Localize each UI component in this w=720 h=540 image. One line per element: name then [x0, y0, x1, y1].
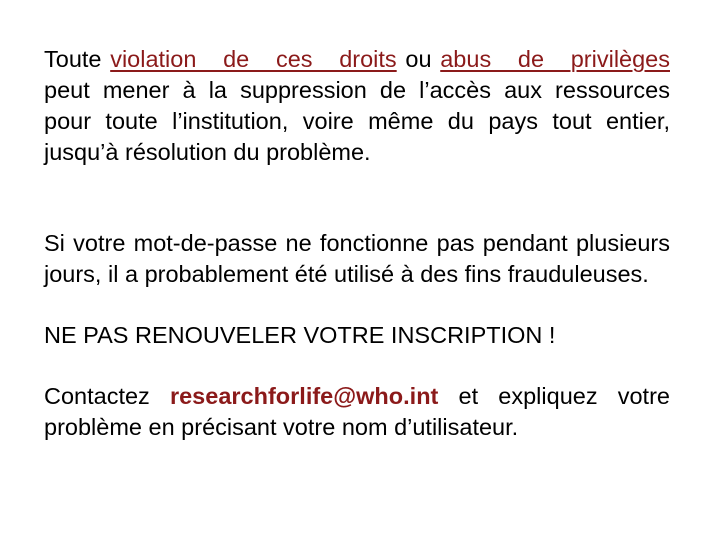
privilege-abuse-link[interactable]: abus de privilèges — [440, 46, 670, 72]
violation-link[interactable]: violation de ces droits — [110, 46, 397, 72]
p1-text-start: Toute — [44, 46, 111, 72]
password-paragraph: Si votre mot-de-passe ne fonctionne pas pendant plusieurs jours, il a probablement été utilisé à des fins frauduleuses. — [44, 230, 670, 287]
violation-warning-paragraph — [44, 44, 670, 168]
p4-text-end: et expliquez votre problème en précisant votre nom d’utilisateur. — [44, 383, 670, 440]
contact-email-link[interactable]: researchforlife@who.int — [169, 383, 439, 409]
no-renewal-paragraph: NE PAS RENOUVELER VOTRE INSCRIPTION ! — [44, 322, 556, 348]
p4-text-start: Contactez — [44, 383, 170, 409]
p1-text-middle: ou — [396, 46, 441, 72]
p1-text-end: peut mener à la suppression de l’accès aux ressources pour toute l’institution, voire même du pays tout entier, jusqu’à résolution du problème. — [44, 77, 670, 165]
contact-paragraph — [44, 381, 670, 443]
slide-content — [44, 44, 670, 443]
